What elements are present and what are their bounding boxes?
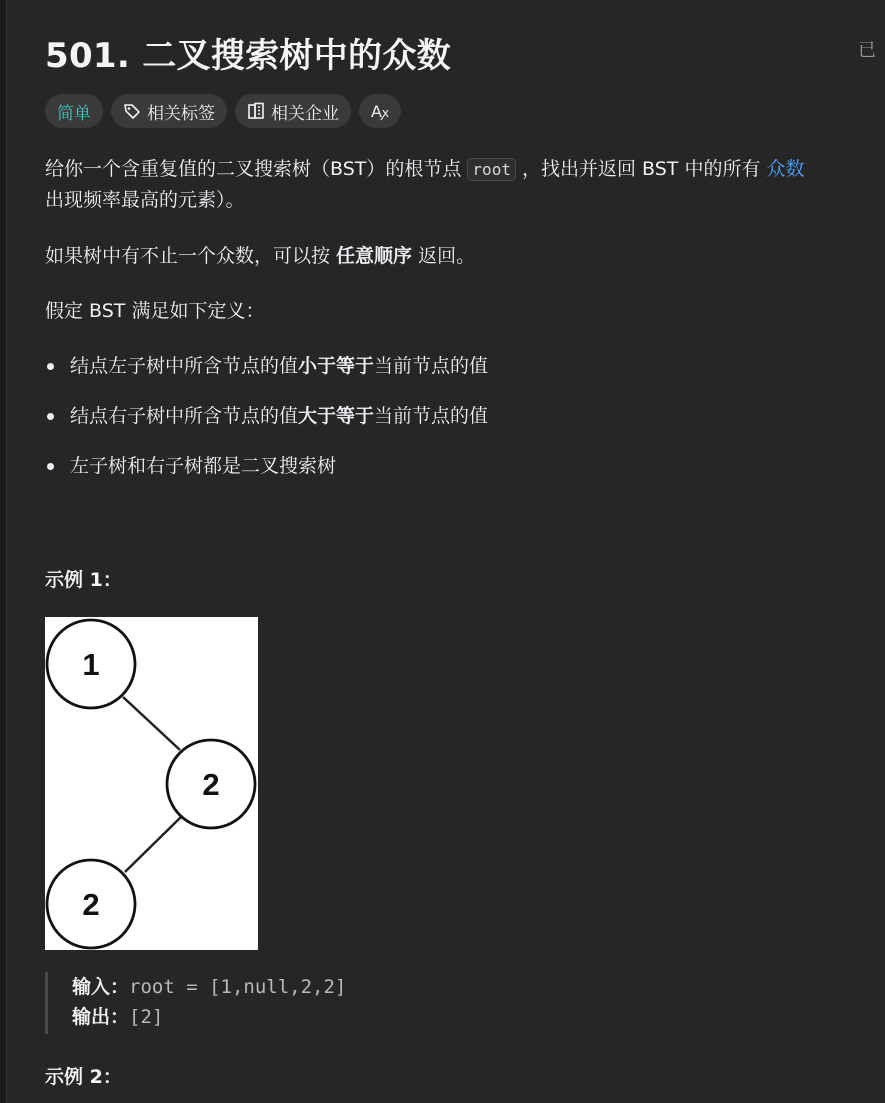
bullet-text: 结点右子树中所含节点的值 [70, 405, 299, 427]
bullet-dot [47, 413, 54, 420]
output-label: 输出： [72, 1006, 130, 1028]
desc1-text-a: 给你一个含重复值的二叉搜索树（BST）的根节点 [45, 158, 468, 180]
bullet-dot [47, 363, 54, 370]
problem-title: 501. 二叉搜索树中的众数 [45, 36, 451, 76]
solved-status-text: 已 [858, 40, 876, 61]
bullet-text: 结点左子树中所含节点的值 [70, 355, 299, 377]
related-companies-label: 相关企业 [271, 103, 339, 124]
difficulty-badge [45, 94, 103, 128]
mode-link[interactable]: 众数 [766, 158, 805, 180]
desc2-bold: 任意顺序 [336, 245, 413, 267]
tree-node-label: 2 [82, 887, 100, 922]
bullet-text: 当前节点的值 [374, 355, 489, 377]
input-line [72, 972, 346, 1002]
tag-icon [123, 102, 141, 120]
related-tags-button[interactable] [111, 94, 227, 128]
bullet-text: 当前节点的值 [374, 405, 489, 427]
description-paragraph-2 [45, 241, 475, 272]
example-tree-image [45, 617, 258, 950]
list-item [45, 401, 488, 432]
root-code: root [467, 158, 516, 181]
tag-row [45, 94, 401, 128]
description-paragraph-1-cont: 出现频率最高的元素）。 [45, 189, 245, 211]
difficulty-label: 简单 [57, 103, 91, 124]
input-label: 输入： [72, 976, 130, 998]
company-icon [247, 102, 265, 120]
example-1-title: 示例 1： [45, 569, 122, 591]
bullet-text: 左子树和右子树都是二叉搜索树 [70, 455, 337, 477]
output-value: [2] [129, 1006, 164, 1028]
bullet-bold: 大于等于 [298, 405, 375, 427]
desc2-text-a: 如果树中有不止一个众数，可以按 [45, 245, 337, 267]
related-companies-button[interactable] [235, 94, 351, 128]
description-paragraph-3: 假定 BST 满足如下定义： [45, 300, 265, 322]
bullet-dot [47, 463, 54, 470]
input-value: root = [1,null,2,2] [129, 976, 347, 998]
tree-node-label: 1 [82, 647, 100, 682]
desc1-text-b: ，找出并返回 BST 中的所有 [515, 158, 767, 180]
font-size-icon: Aꭗ [371, 101, 389, 121]
bullet-bold: 小于等于 [298, 355, 375, 377]
example-2-title: 示例 2： [45, 1066, 122, 1088]
list-item [45, 451, 336, 482]
left-panel-edge [0, 0, 7, 1103]
tree-node-label: 2 [202, 767, 220, 802]
font-size-button[interactable] [359, 94, 401, 128]
output-line [72, 1002, 346, 1032]
list-item [45, 351, 488, 382]
desc2-text-b: 返回。 [412, 245, 476, 267]
related-tags-label: 相关标签 [147, 103, 215, 124]
example-1-io [45, 972, 346, 1034]
description-paragraph-1 [45, 154, 805, 185]
